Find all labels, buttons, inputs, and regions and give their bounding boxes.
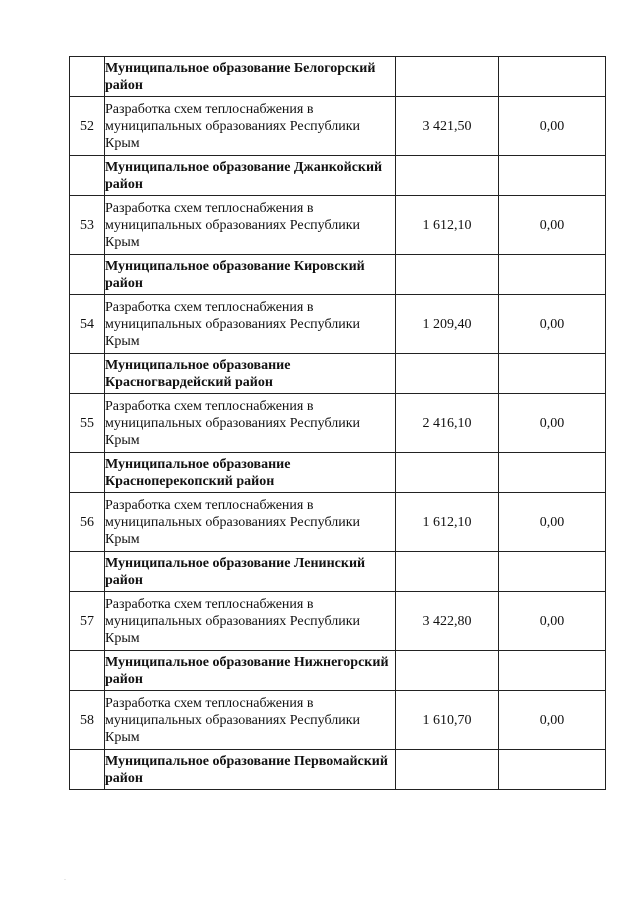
table-row: [70, 493, 606, 552]
row-number-cell: [70, 453, 105, 493]
amount-cell: [396, 651, 499, 691]
table-row: [70, 691, 606, 750]
scan-speck: ·: [64, 877, 66, 883]
amount-secondary-cell: 0,00: [499, 493, 606, 552]
amount-cell: 1 612,10: [396, 196, 499, 255]
row-number-cell: 53: [70, 196, 105, 255]
amount-secondary-cell: [499, 750, 606, 790]
row-number-cell: 52: [70, 97, 105, 156]
municipality-name-cell: Муниципальное образование Нижнегорский район: [105, 651, 396, 691]
table-row: [70, 592, 606, 651]
table-row-section-header: [70, 552, 606, 592]
amount-secondary-cell: [499, 453, 606, 493]
amount-secondary-cell: 0,00: [499, 295, 606, 354]
table-body: [70, 57, 606, 790]
amount-cell: [396, 354, 499, 394]
table-row: [70, 394, 606, 453]
description-cell: Разработка схем теплоснабжения в муниципальных образованиях Республики Крым: [105, 691, 396, 750]
row-number-cell: 57: [70, 592, 105, 651]
amount-secondary-cell: 0,00: [499, 394, 606, 453]
description-cell: Разработка схем теплоснабжения в муниципальных образованиях Республики Крым: [105, 394, 396, 453]
row-number-cell: [70, 156, 105, 196]
row-number-cell: [70, 552, 105, 592]
amount-secondary-cell: [499, 255, 606, 295]
row-number-cell: 56: [70, 493, 105, 552]
budget-table: [69, 56, 606, 790]
table-row: [70, 196, 606, 255]
municipality-name-cell: Муниципальное образование Красноперекопский район: [105, 453, 396, 493]
municipality-name-cell: Муниципальное образование Джанкойский район: [105, 156, 396, 196]
description-cell: Разработка схем теплоснабжения в муниципальных образованиях Республики Крым: [105, 196, 396, 255]
amount-cell: 1 209,40: [396, 295, 499, 354]
municipality-name-cell: Муниципальное образование Красногвардейский район: [105, 354, 396, 394]
row-number-cell: [70, 255, 105, 295]
amount-secondary-cell: [499, 651, 606, 691]
row-number-cell: 54: [70, 295, 105, 354]
row-number-cell: 58: [70, 691, 105, 750]
amount-cell: [396, 552, 499, 592]
amount-cell: [396, 453, 499, 493]
municipality-name-cell: Муниципальное образование Кировский район: [105, 255, 396, 295]
municipality-name-cell: Муниципальное образование Ленинский район: [105, 552, 396, 592]
row-number-cell: 55: [70, 394, 105, 453]
table-row-section-header: [70, 57, 606, 97]
amount-secondary-cell: 0,00: [499, 196, 606, 255]
description-cell: Разработка схем теплоснабжения в муниципальных образованиях Республики Крым: [105, 97, 396, 156]
description-cell: Разработка схем теплоснабжения в муниципальных образованиях Республики Крым: [105, 295, 396, 354]
table-row-section-header: [70, 750, 606, 790]
amount-secondary-cell: [499, 552, 606, 592]
municipality-name-cell: Муниципальное образование Первомайский район: [105, 750, 396, 790]
amount-cell: [396, 156, 499, 196]
amount-secondary-cell: 0,00: [499, 97, 606, 156]
row-number-cell: [70, 651, 105, 691]
amount-cell: [396, 255, 499, 295]
row-number-cell: [70, 354, 105, 394]
amount-secondary-cell: [499, 156, 606, 196]
amount-cell: [396, 57, 499, 97]
table-row: [70, 295, 606, 354]
description-cell: Разработка схем теплоснабжения в муниципальных образованиях Республики Крым: [105, 592, 396, 651]
amount-secondary-cell: [499, 57, 606, 97]
amount-cell: 2 416,10: [396, 394, 499, 453]
amount-cell: 1 612,10: [396, 493, 499, 552]
amount-cell: 3 422,80: [396, 592, 499, 651]
municipality-name-cell: Муниципальное образование Белогорский район: [105, 57, 396, 97]
description-cell: Разработка схем теплоснабжения в муниципальных образованиях Республики Крым: [105, 493, 396, 552]
row-number-cell: [70, 57, 105, 97]
table-row-section-header: [70, 453, 606, 493]
table-row-section-header: [70, 651, 606, 691]
row-number-cell: [70, 750, 105, 790]
amount-cell: 3 421,50: [396, 97, 499, 156]
amount-secondary-cell: 0,00: [499, 691, 606, 750]
table-row: [70, 97, 606, 156]
table-row-section-header: [70, 354, 606, 394]
table-row-section-header: [70, 255, 606, 295]
amount-cell: 1 610,70: [396, 691, 499, 750]
table-row-section-header: [70, 156, 606, 196]
amount-cell: [396, 750, 499, 790]
amount-secondary-cell: [499, 354, 606, 394]
amount-secondary-cell: 0,00: [499, 592, 606, 651]
